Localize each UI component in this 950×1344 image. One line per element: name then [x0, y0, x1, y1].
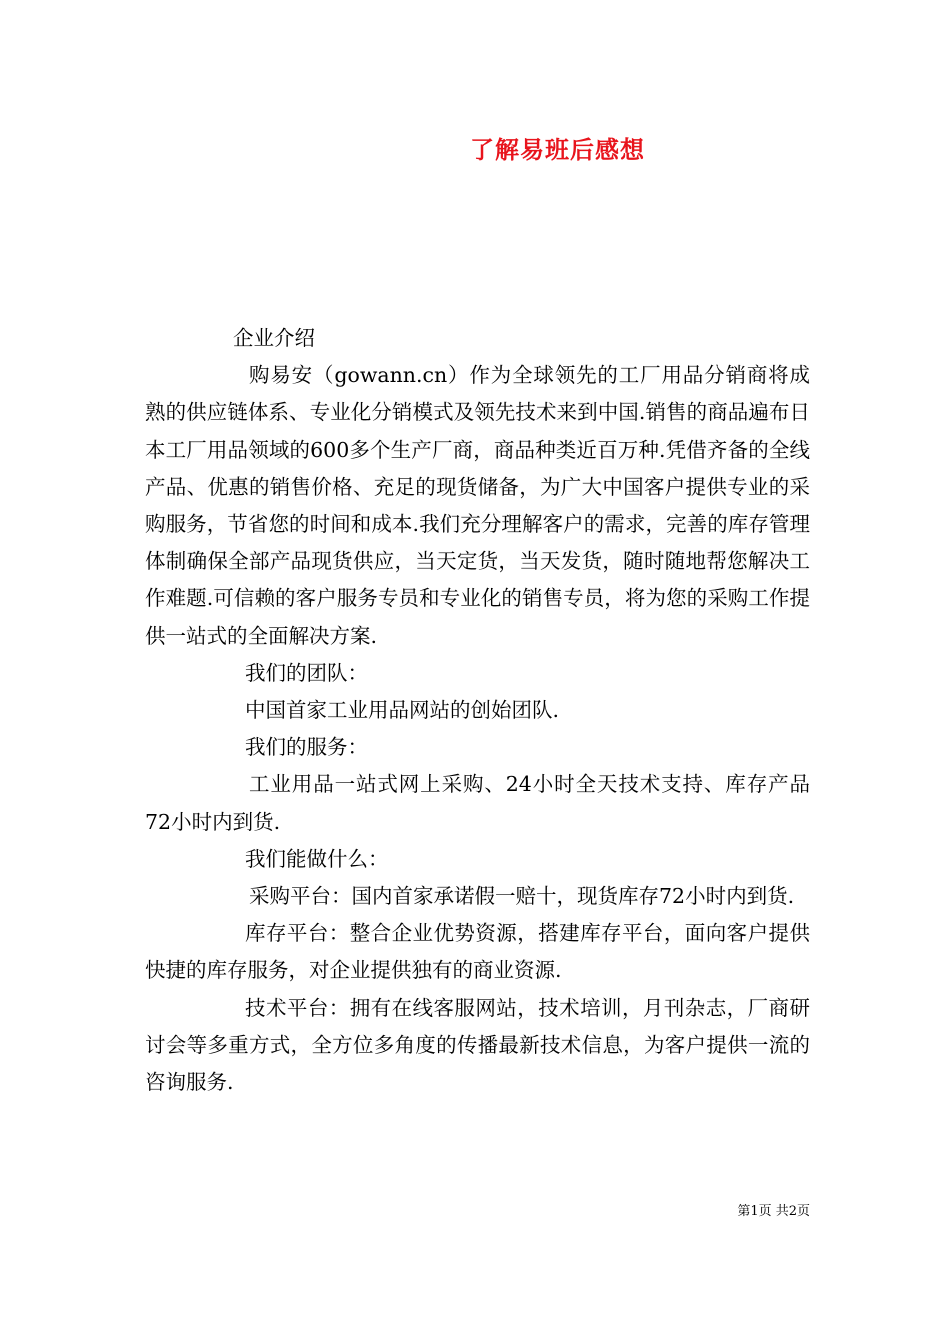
inventory-platform-paragraph: 库存平台：整合企业优势资源，搭建库存平台，面向客户提供快捷的库存服务，对企业提供独有的商业资源. [145, 921, 810, 983]
team-label: 我们的团队： [245, 660, 368, 685]
section-heading: 企业介绍 [233, 326, 315, 350]
purchase-platform-paragraph: 采购平台：国内首家承诺假一赔十，现货库存72小时内到货. [249, 884, 795, 909]
service-text: 工业用品一站式网上采购、24小时全天技术支持、库存产品72小时内到货. [145, 772, 810, 834]
capability-label: 我们能做什么： [245, 846, 389, 871]
page-number-footer: 第1页 共2页 [737, 1204, 810, 1219]
intro-paragraph: 购易安（gowann.cn）作为全球领先的工厂用品分销商将成熟的供应链体系、专业化分销模式及领先技术来到中国.销售的商品遍布日本工厂用品领域的600多个生产厂商，商品种类近百万种.凭借齐备的全线产品、优惠的销售价格、充足的现货储备，为广大中国客户提供专业的采购服务，节省您的时间和成本.我们充分理解客户的需求，完善的库存管理体制确保全部产品现货供应，当天定货，当天发货，随时随地帮您解决工作难题.可信赖的客户服务专员和专业化的销售专员，将为您的采购工作提供一站式的全面解决方案. [145, 363, 810, 648]
tech-platform-paragraph: 技术平台：拥有在线客服网站，技术培训，月刊杂志，厂商研讨会等多重方式，全方位多角度的传播最新技术信息，为客户提供一流的咨询服务. [145, 995, 810, 1095]
team-text: 中国首家工业用品网站的创始团队. [245, 698, 560, 723]
service-label: 我们的服务： [245, 735, 368, 760]
document-body [145, 320, 810, 1101]
document-title: 了解易班后感想 [470, 135, 645, 164]
